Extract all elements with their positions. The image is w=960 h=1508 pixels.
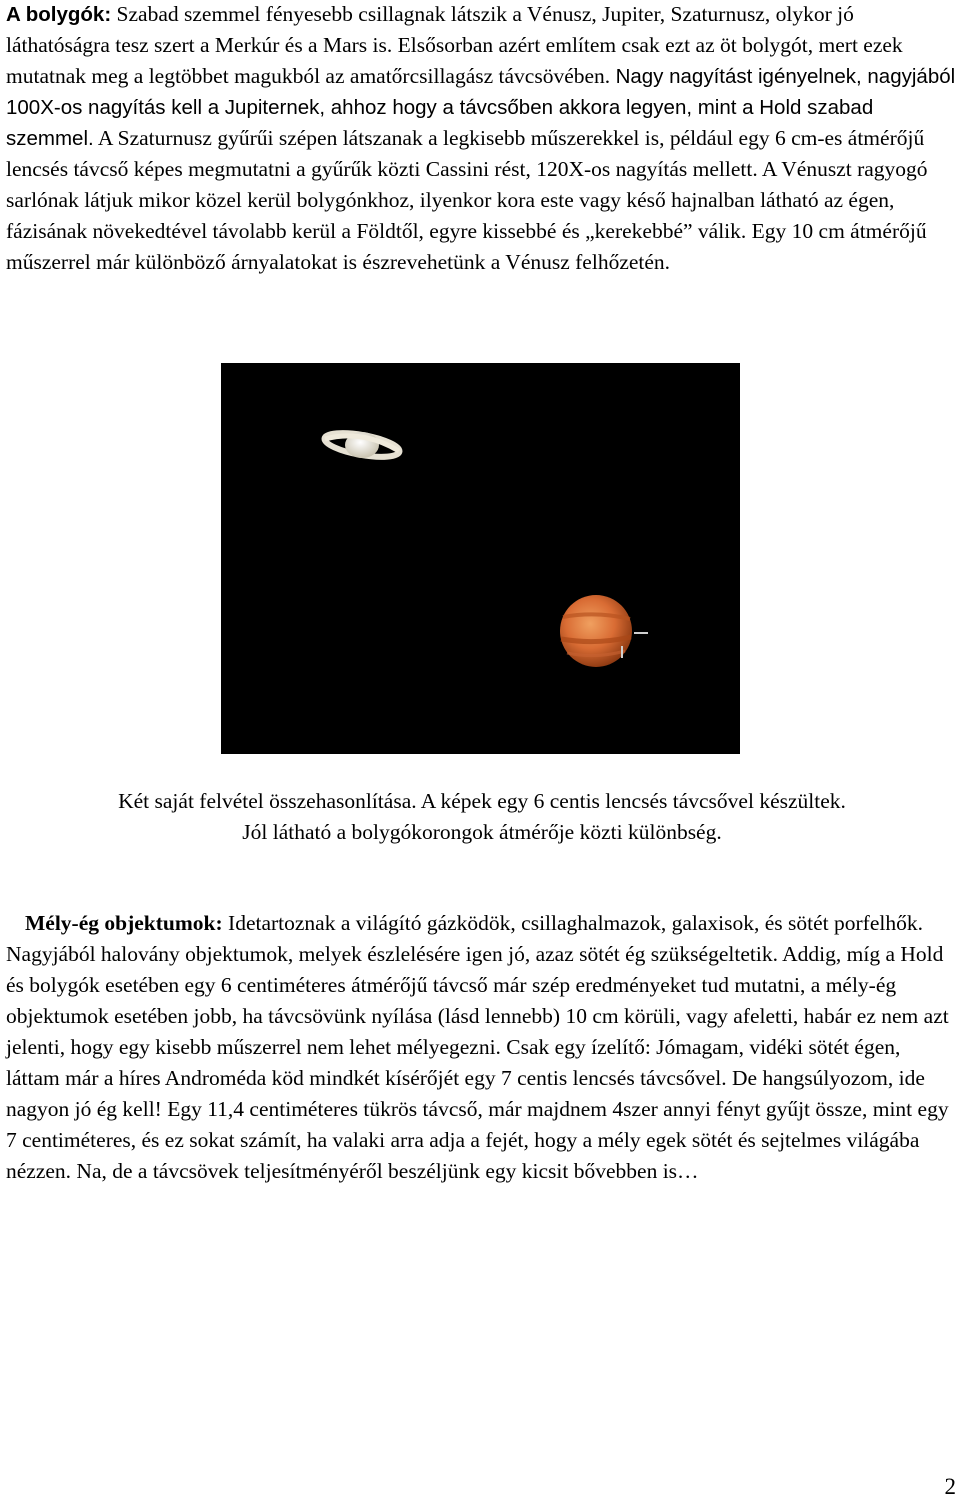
planets-heading: A bolygók: [6, 3, 112, 26]
page-number: 2 [944, 1474, 956, 1499]
planets-text-magnification: Nagy nagyítást igényelnek, nagyjából 100X-os nagyítás kell a Jupiternek, ahhoz hogy a távcsőben akkora legyen, mint a Hold szabad szemmel. [6, 65, 956, 150]
photo-caption [0, 786, 960, 848]
deep-sky-text: Idetartoznak a világító gázködök, csillaghalmazok, galaxisok, és sötét porfelhők. Nagyjából halovány objektumok, melyek észlelésére igen jó, azaz sötét ég szükségeltetik. Addig, míg a Hold és bolygók esetében egy 6 centiméteres átmérőjű távcső már szép eredményeket tud mutatni, a mély-ég objektumok esetében jobb, ha távcsövünk nyílása (lásd lennebb) 10 cm körüli, vagy afeletti, habár ez nem azt jelenti, hogy egy kisebb műszerrel nem lehet mélyegezni. Csak egy ízelítő: Jómagam, vidéki sötét égen, láttam már a híres Andromédа köd mindkét kísérőjét egy 7 centis lencsés távcsővel. De hangsúlyozom, ide nagyon jó ég kell! Egy 11,4 centiméteres tükrös távcső, már majdnem 4szer annyi fényt gyűjt össze, mint egy 7 centiméteres, és ez sokat számít, ha valaki arra adja a fejét, hogy a mély egek sötét és sejtelmes világába nézzen. Na, de a távcsövek teljesítményéről beszéljünk egy kicsit bővebben is… [6, 911, 949, 1183]
planets-text-details: A Szaturnusz gyűrűi szépen látszanak a legkisebb műszerekkel is, például egy 6 cm-es átmérőjű lencsés távcső képes megmutatni a gyűrűk közti Cassini rést, 120X-os nagyítás mellett. A Vénuszt ragyogó sarlónak látjuk mikor közel kerül bolygónkhoz, ilyenkor kora este vagy késő hajnalban látható az égen, fázisának növekedtével távolabb kerül a Földtől, egyre kissebbé és „kerekebbé” válik. Egy 10 cm átmérőjű műszerrel már különböző árnyalatokat is észrevehetünk a Vénusz felhőzetén. [6, 126, 928, 274]
deep-sky-paragraph [6, 908, 958, 1187]
caption-line-1: Két saját felvétel összehasonlítása. A képek egy 6 centis lencsés távcsővel készültek. [118, 789, 846, 813]
caption-line-2: Jól látható a bolygókorongok átmérője közti különbség. [242, 820, 722, 844]
planets-text-intro: Szabad szemmel fényesebb csillagnak látszik a Vénusz, Jupiter, Szaturnusz, olykor jó láthatóságra tesz szert a Merkúr és a Mars is. Elsősorban azért említem csak ezt az öt bolygót, mert ezek mutatnak meg a legtöbbet magukból az amatőrcsillagász távcsövében. [6, 2, 903, 88]
deep-sky-heading: Mély-ég objektumok: [25, 911, 223, 935]
saturn-jupiter-image [221, 363, 740, 754]
planets-paragraph [6, 0, 958, 278]
planets-photo [221, 363, 740, 754]
